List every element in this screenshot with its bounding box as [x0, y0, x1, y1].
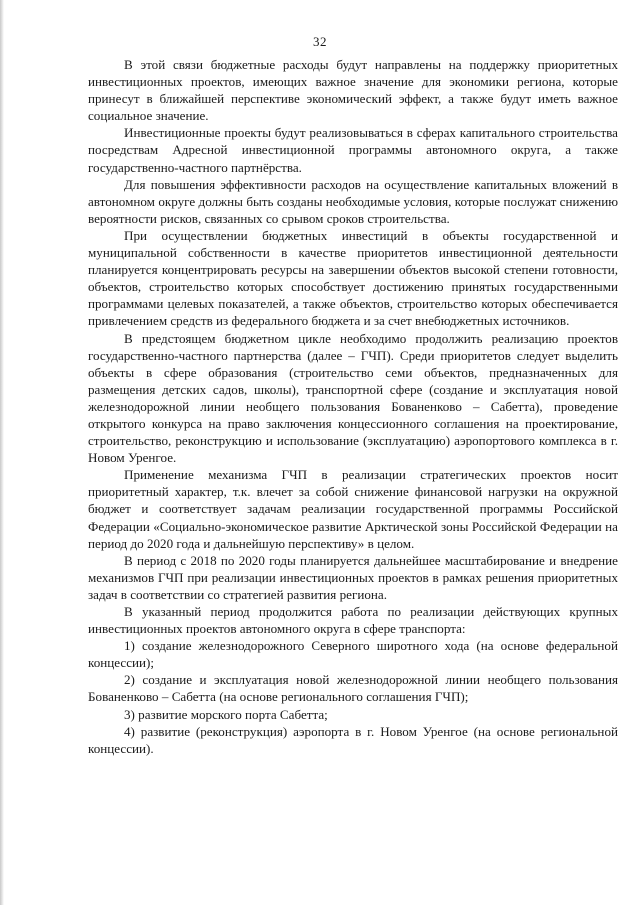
paragraph-transport-projects: В указанный период продолжится работа по реализации действующих крупных инвестиционных проектов автономного округа в сфере транспорта: [88, 604, 618, 637]
paragraph-budget-directions: В этой связи бюджетные расходы будут направлены на поддержку приоритетных инвестиционных проектов, имеющих важное значение для экономики региона, которые принесут в ближайшей перспективе экономический эффект, а также будут иметь важное социальное значение. [88, 57, 618, 124]
page-body [88, 56, 618, 757]
paragraph-efficiency-conditions: Для повышения эффективности расходов на осуществление капитальных вложений в автономном округе должны быть созданы необходимые условия, которые послужат снижению вероятности рисков, связанных со срывом сроков строительства. [88, 176, 618, 226]
list-item: 2) создание и эксплуатация новой железнодорожной линии необщего пользования Бованенково – Сабетта (на основе регионального соглашения ГЧП); [88, 672, 618, 705]
paragraph-budget-investments: При осуществлении бюджетных инвестиций в объекты государственной и муниципальной собственности в качестве приоритетов инвестиционной деятельности планируется концентрировать ресурсы на завершении объектов высокой степени готовности, объектов, строительство которых способствует достижению принятых государственными программами целевых показателей, а также объектов, строительство которых обеспечивается привлечением средств из федерального бюджета и за счет внебюджетных источников. [88, 227, 618, 329]
page-number: 32 [313, 34, 327, 49]
list-item: 3) развитие морского порта Сабетта; [124, 706, 328, 722]
scan-edge-shadow [0, 0, 4, 905]
paragraph-period-2018-2020: В период с 2018 по 2020 годы планируется дальнейшее масштабирование и внедрение механизмов ГЧП при реализации инвестиционных проектов в рамках решения приоритетных задач в соответствии со стратегией развития региона. [88, 552, 618, 602]
list-item: 1) создание железнодорожного Северного широтного хода (на основе федеральной концессии); [88, 638, 618, 671]
list-item: 4) развитие (реконструкция) аэропорта в г. Новом Уренгое (на основе региональной концессии). [88, 723, 618, 756]
paragraph-ppp-projects: В предстоящем бюджетном цикле необходимо продолжить реализацию проектов государственно-частного партнерства (далее – ГЧП). Среди приоритетов следует выделить объекты в сфере образования (строительство семи объектов, предназначенных для размещения детских садов, школы), транспортной сфере (создание и эксплуатация новой железнодорожной линии необщего пользования Бованенково – Сабетта), проведение открытого конкурса на право заключения концессионного соглашения на проектирование, строительство, реконструкцию и использование (эксплуатацию) аэропортового комплекса в г. Новом Уренгое. [88, 330, 618, 466]
paragraph-investment-spheres: Инвестиционные проекты будут реализовываться в сферах капитального строительства посредствам Адресной инвестиционной программы автономного округа, а также государственно-частного партнёрства. [88, 125, 618, 175]
paragraph-ppp-mechanism: Применение механизма ГЧП в реализации стратегических проектов носит приоритетный характер, т.к. влечет за собой снижение финансовой нагрузки на окружной бюджет и соответствует задачам реализации государственной программы Российской Федерации «Социально-экономическое развитие Арктической зоны Российской Федерации на период до 2020 года и дальнейшую перспективу» в целом. [88, 467, 618, 551]
